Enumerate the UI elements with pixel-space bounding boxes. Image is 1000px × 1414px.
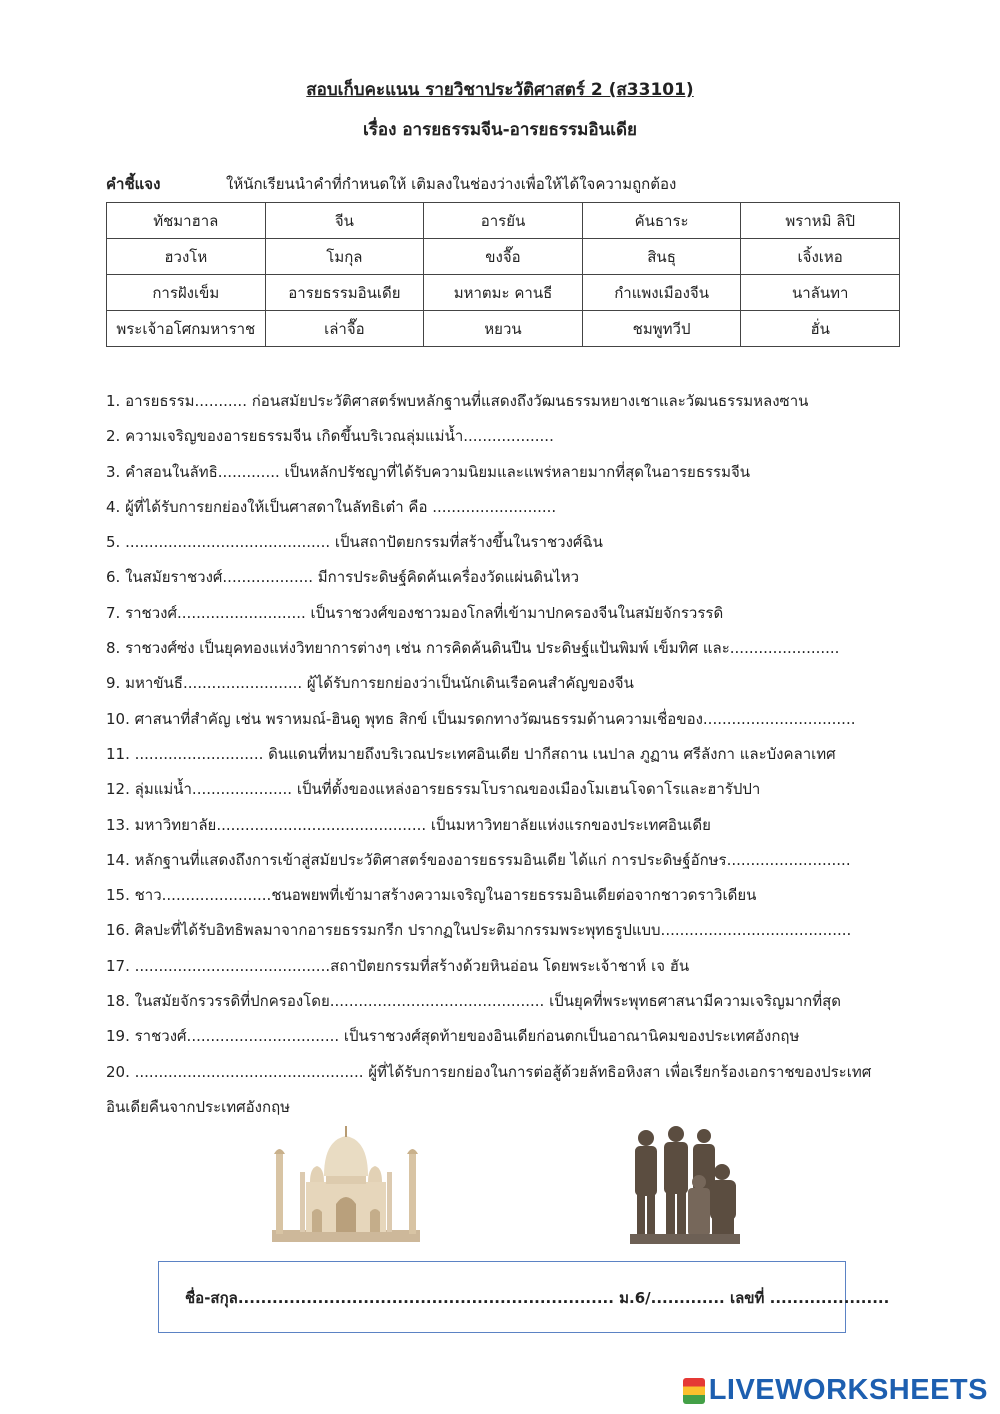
instructions — [106, 172, 676, 196]
word-bank-cell: ชมพูทวีป — [582, 311, 741, 347]
word-bank-cell: อารยธรรมอินเดีย — [265, 275, 424, 311]
question-item: 18. ในสมัยจักรวรรดิที่ปกครองโดย............................................. เป็นยุคที่พระพุทธศาสนามีความเจริญมากที่สุด — [106, 992, 841, 1011]
question-item: 10. ศาสนาที่สำคัญ เช่น พราหมณ์-ฮินดู พุทธ สิกข์ เป็นมรดกทางวัฒนธรรมด้านความเชื่อของ................................ — [106, 709, 856, 728]
word-bank-row — [107, 311, 900, 347]
question-list — [106, 384, 906, 1125]
question-item: 8. ราชวงศ์ซ่ง เป็นยุคทองแห่งวิทยาการต่างๆ เช่น การคิดค้นดินปืน ประดิษฐ์แป้นพิมพ์ เข็มทิศ และ....................... — [106, 639, 840, 658]
question-item: 1. อารยธรรม........... ก่อนสมัยประวัติศาสตร์พบหลักฐานที่แสดงถึงวัฒนธรรมหยางเชาและวัฒนธรรมหลงซาน — [106, 392, 809, 410]
word-bank-cell: ทัชมาฮาล — [107, 203, 266, 239]
question-item: 16. ศิลปะที่ได้รับอิทธิพลมาจากอารยธรรมกรีก ปรากฏในประติมากรรมพระพุทธรูปแบบ........................................ — [106, 921, 852, 940]
word-bank-cell: เจิ้งเหอ — [741, 239, 900, 275]
question-item: 5. ........................................... เป็นสถาปัตยกรรมที่สร้างขึ้นในราชวงศ์ฉิน — [106, 533, 603, 552]
word-bank-cell: กำแพงเมืองจีน — [582, 275, 741, 311]
question-item: 19. ราชวงศ์................................ เป็นราชวงศ์สุดท้ายของอินเดียก่อนตกเป็นอาณานิคมของประเทศอังกฤษ — [106, 1027, 800, 1046]
word-bank-cell: สินธุ — [582, 239, 741, 275]
word-bank-cell: หยวน — [424, 311, 583, 347]
taj-mahal-image — [272, 1126, 420, 1242]
liveworksheets-logo-icon — [683, 1378, 705, 1404]
watermark-text: LIVEWORKSHEETS — [708, 1374, 988, 1406]
watermark — [683, 1374, 988, 1407]
word-bank-cell: ฮวงโห — [107, 239, 266, 275]
name-line[interactable]: ชื่อ-สกุล.................................................................. ม.6/............. เลขที่ ..................... — [185, 1289, 890, 1307]
question-item: 14. หลักฐานที่แสดงถึงการเข้าสู่สมัยประวัติศาสตร์ของอารยธรรมอินเดีย ได้แก่ การประดิษฐ์อักษร.......................... — [106, 850, 851, 869]
question-item: 17. .........................................สถาปัตยกรรมที่สร้างด้วยหินอ่อน โดยพระเจ้าชาห์ เจ ฮัน — [106, 956, 690, 975]
question-item: 2. ความเจริญของอารยธรรมจีน เกิดขึ้นบริเวณลุ่มแม่น้ำ................... — [106, 427, 554, 446]
question-item: 3. คำสอนในลัทธิ............. เป็นหลักปรัชญาที่ได้รับความนิยมและแพร่หลายมากที่สุดในอารยธรรมจีน — [106, 462, 751, 481]
word-bank-cell: คันธาระ — [582, 203, 741, 239]
question-item: 20. ................................................ ผู้ที่ได้รับการยกย่องในการต่อสู้ด้วยลัทธิอหิงสา เพื่อเรียกร้องเอกราชของประเทศอินเดียคืนจากประเทศอังกฤษ — [106, 1062, 872, 1116]
terracotta-army-image — [626, 1124, 742, 1246]
question-item: 15. ชาว.......................ชนอพยพที่เข้ามาสร้างความเจริญในอารยธรรมอินเดียต่อจากชาวดราวิเดียน — [106, 886, 757, 905]
name-box — [158, 1261, 890, 1333]
word-bank-cell: มหาตมะ คานธี — [424, 275, 583, 311]
page-title: สอบเก็บคะแนน รายวิชาประวัติศาสตร์ 2 (ส33101) — [306, 80, 694, 100]
word-bank-cell: โมกุล — [265, 239, 424, 275]
word-bank-cell: การฝังเข็ม — [107, 275, 266, 311]
word-bank-cell: จีน — [265, 203, 424, 239]
question-item: 9. มหาขันธี......................... ผู้ได้รับการยกย่องว่าเป็นนักเดินเรือคนสำคัญของจีน — [106, 674, 634, 693]
word-bank-cell: อารยัน — [424, 203, 583, 239]
word-bank-cell: นาลันทา — [741, 275, 900, 311]
instructions-text: ให้นักเรียนนำคำที่กำหนดให้ เติมลงในช่องว่างเพื่อให้ได้ใจความถูกต้อง — [226, 175, 677, 193]
word-bank-cell: พราหมิ ลิปิ — [741, 203, 900, 239]
word-bank-row — [107, 275, 900, 311]
question-item: 12. ลุ่มแม่น้ำ..................... เป็นที่ตั้งของแหล่งอารยธรรมโบราณของเมืองโมเฮนโจดาโรและฮารัปปา — [106, 780, 761, 799]
word-bank-cell: พระเจ้าอโศกมหาราช — [107, 311, 266, 347]
question-item: 7. ราชวงศ์........................... เป็นราชวงศ์ของชาวมองโกลที่เข้ามาปกครองจีนในสมัยจักรวรรดิ — [106, 603, 724, 622]
page-subtitle: เรื่อง อารยธรรมจีน-อารยธรรมอินเดีย — [362, 120, 638, 140]
question-item: 4. ผู้ที่ได้รับการยกย่องให้เป็นศาสดาในลัทธิเต๋า คือ .......................... — [106, 497, 557, 516]
question-item: 11. ........................... ดินแดนที่หมายถึงบริเวณประเทศอินเดีย ปากีสถาน เนปาล ภูฏาน ศรีลังกา และบังคลาเทศ — [106, 744, 836, 763]
word-bank-table — [106, 202, 900, 347]
word-bank-cell: ฮั่น — [741, 311, 900, 347]
instructions-label: คำชี้แจง — [106, 175, 161, 193]
word-bank-cell: เล่าจื๊อ — [265, 311, 424, 347]
question-item: 6. ในสมัยราชวงศ์................... มีการประดิษฐ์คิดค้นเครื่องวัดแผ่นดินไหว — [106, 568, 580, 587]
word-bank-row — [107, 203, 900, 239]
word-bank-row — [107, 239, 900, 275]
question-item: 13. มหาวิทยาลัย............................................ เป็นมหาวิทยาลัยแห่งแรกของประเทศอินเดีย — [106, 815, 711, 834]
word-bank-cell: ขงจื๊อ — [424, 239, 583, 275]
